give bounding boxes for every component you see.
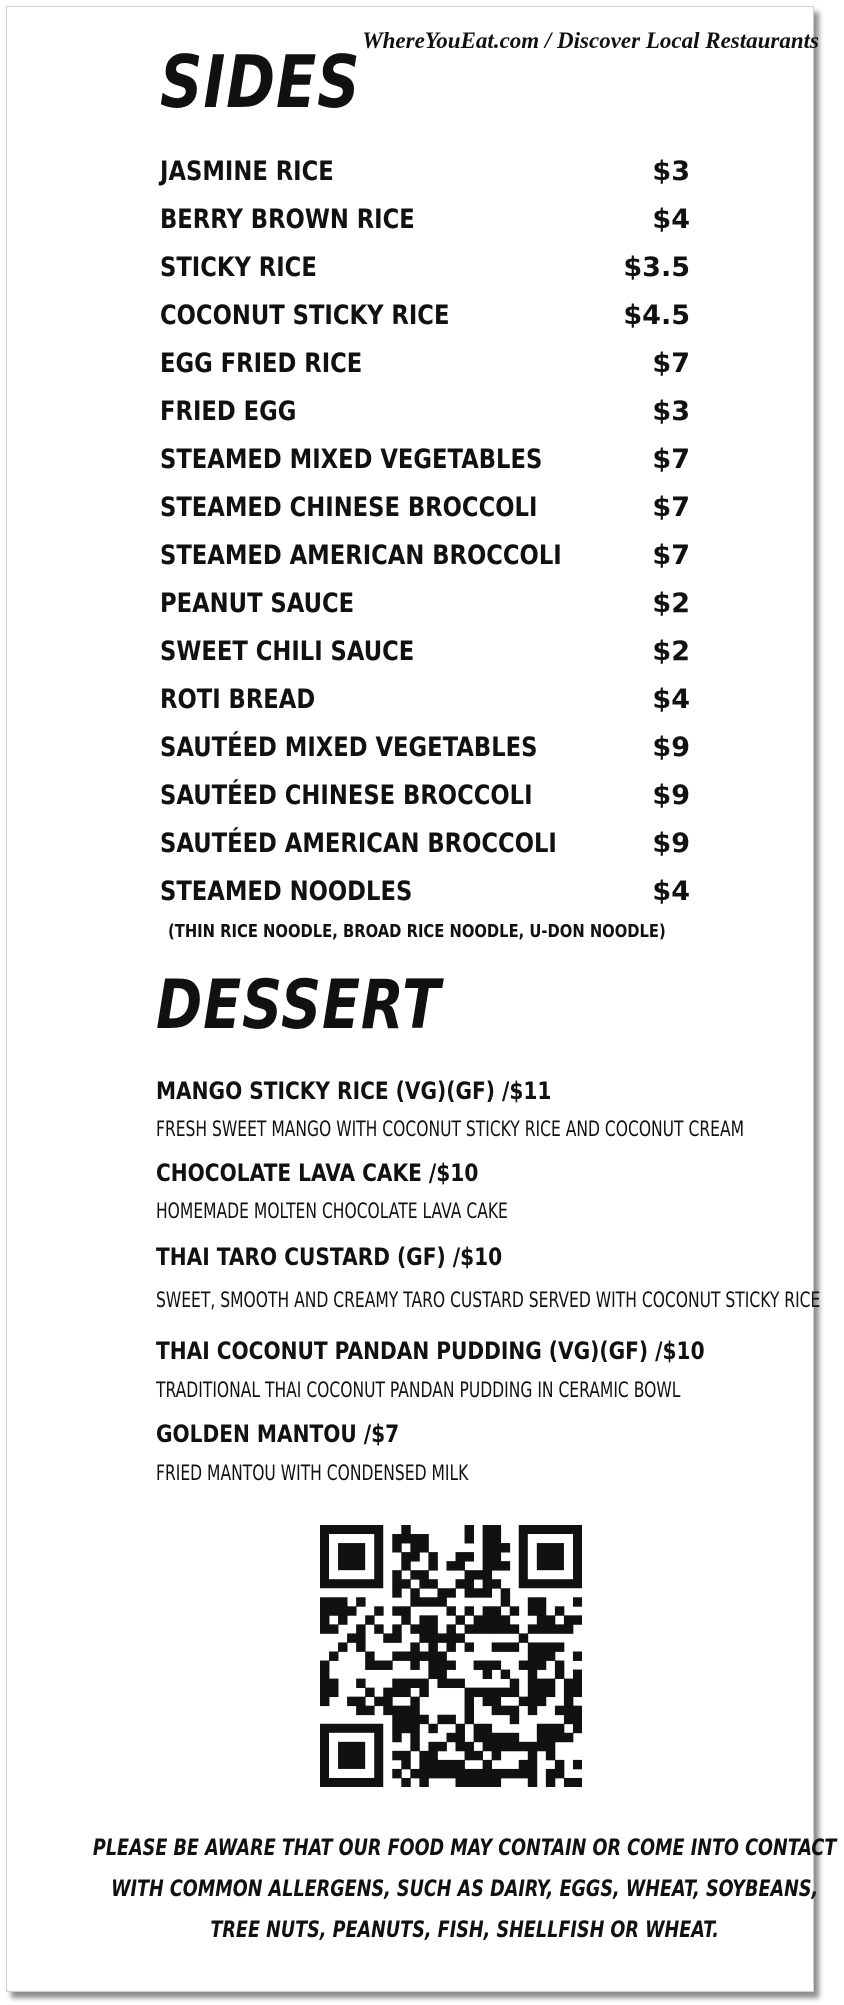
side-item	[160, 828, 690, 868]
qr-code[interactable]	[320, 1525, 582, 1787]
side-item	[160, 444, 690, 484]
side-item	[160, 492, 690, 532]
dessert-item-description: SWEET, SMOOTH AND CREAMY TARO CUSTARD SERVED WITH COCONUT STICKY RICE	[156, 1288, 821, 1312]
side-item-price: $4	[652, 684, 690, 715]
side-item	[160, 348, 690, 388]
side-item-price: $3	[652, 156, 690, 187]
side-item-price: $4.5	[623, 300, 690, 331]
side-item	[160, 396, 690, 436]
side-item-price: $7	[652, 444, 690, 475]
side-item	[160, 300, 690, 340]
side-item	[160, 780, 690, 820]
side-item-price: $9	[652, 780, 690, 811]
side-item	[160, 876, 690, 916]
watermark: WhereYouEat.com / Discover Local Restaurants	[362, 28, 819, 53]
allergen-notice-line: WITH COMMON ALLERGENS, SUCH AS DAIRY, EGGS, WHEAT, SOYBEANS,	[111, 1877, 819, 1902]
side-item-name: PEANUT SAUCE	[160, 588, 355, 619]
side-item	[160, 204, 690, 244]
side-item-price: $3.5	[623, 252, 690, 283]
side-item-name: STEAMED MIXED VEGETABLES	[160, 444, 543, 475]
side-item-name: STEAMED NOODLES	[160, 876, 413, 907]
dessert-heading: DESSERT	[156, 966, 442, 1045]
dessert-item-description: HOMEMADE MOLTEN CHOCOLATE LAVA CAKE	[156, 1199, 508, 1223]
allergen-notice-line: TREE NUTS, PEANUTS, FISH, SHELLFISH OR WHEAT.	[210, 1918, 719, 1943]
dessert-item-name: THAI COCONUT PANDAN PUDDING (VG)(GF) /$10	[156, 1337, 705, 1365]
side-item	[160, 252, 690, 292]
noodle-options-note: (THIN RICE NOODLE, BROAD RICE NOODLE, U-DON NOODLE)	[168, 921, 666, 942]
side-item	[160, 540, 690, 580]
side-item-name: STICKY RICE	[160, 252, 317, 283]
side-item-price: $7	[652, 348, 690, 379]
dessert-item-name: MANGO STICKY RICE (VG)(GF) /$11	[156, 1077, 552, 1105]
side-item-price: $9	[652, 732, 690, 763]
allergen-notice-line: PLEASE BE AWARE THAT OUR FOOD MAY CONTAIN OR COME INTO CONTACT	[92, 1836, 837, 1861]
side-item-price: $2	[652, 636, 690, 667]
side-item-price: $2	[652, 588, 690, 619]
dessert-item-description: FRESH SWEET MANGO WITH COCONUT STICKY RICE AND COCONUT CREAM	[156, 1117, 744, 1141]
side-item-name: STEAMED CHINESE BROCCOLI	[160, 492, 538, 523]
side-item-price: $4	[652, 204, 690, 235]
side-item-name: SAUTÉED CHINESE BROCCOLI	[160, 780, 533, 811]
side-item-price: $7	[652, 492, 690, 523]
side-item-name: FRIED EGG	[160, 396, 297, 427]
side-item-name: SAUTÉED MIXED VEGETABLES	[160, 732, 538, 763]
side-item-price: $7	[652, 540, 690, 571]
dessert-item-description: FRIED MANTOU WITH CONDENSED MILK	[156, 1461, 469, 1485]
side-item-name: JASMINE RICE	[160, 156, 334, 187]
side-item	[160, 156, 690, 196]
side-item-name: EGG FRIED RICE	[160, 348, 363, 379]
side-item-price: $9	[652, 828, 690, 859]
side-item-name: SAUTÉED AMERICAN BROCCOLI	[160, 828, 557, 859]
side-item	[160, 588, 690, 628]
sides-heading: SIDES	[160, 40, 361, 124]
dessert-item-name: GOLDEN MANTOU /$7	[156, 1420, 400, 1448]
side-item-name: BERRY BROWN RICE	[160, 204, 415, 235]
side-item-price: $4	[652, 876, 690, 907]
side-item-name: SWEET CHILI SAUCE	[160, 636, 415, 667]
dessert-item-description: TRADITIONAL THAI COCONUT PANDAN PUDDING IN CERAMIC BOWL	[156, 1378, 681, 1402]
side-item	[160, 732, 690, 772]
side-item-name: ROTI BREAD	[160, 684, 316, 715]
dessert-item-name: THAI TARO CUSTARD (GF) /$10	[156, 1243, 503, 1271]
dessert-item-name: CHOCOLATE LAVA CAKE /$10	[156, 1159, 479, 1187]
side-item-price: $3	[652, 396, 690, 427]
side-item	[160, 684, 690, 724]
qr-code-graphic	[320, 1525, 582, 1787]
side-item-name: COCONUT STICKY RICE	[160, 300, 450, 331]
side-item-name: STEAMED AMERICAN BROCCOLI	[160, 540, 562, 571]
allergen-notice	[0, 1828, 844, 1951]
side-item	[160, 636, 690, 676]
